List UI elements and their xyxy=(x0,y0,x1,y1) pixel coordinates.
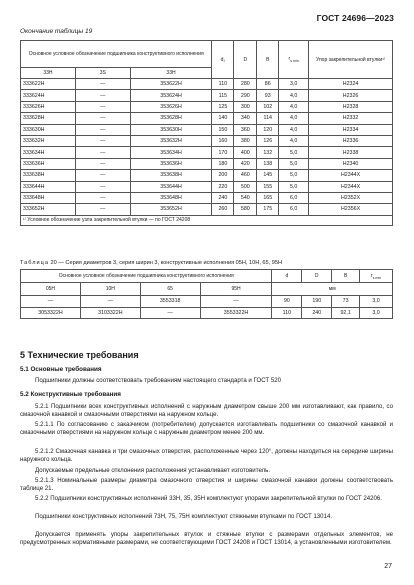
table-cell: 114 xyxy=(257,113,279,124)
table-cell: H2336 xyxy=(309,135,393,146)
table-cell: 120 xyxy=(257,124,279,135)
paragraph: Допускается применять упоры закрепительных втулок и стяжные втулки с размерами отдельных элементов, не предусмотренных нормативными размерами, не соответствующими ГОСТ 24208 и ГОСТ 13014, а установленными изготовителем. xyxy=(20,531,393,547)
table-cell: 333624H xyxy=(21,90,76,101)
paragraph: 5.2.1 Подшипники всех конструктивных исполнений с наружным диаметром свыше 200 мм изготавливают, как правило, со смазочной канавкой и смазочными отверстиями на наружном кольце. xyxy=(20,403,393,419)
table-cell: H2328 xyxy=(309,101,393,112)
table-cell: 5,0 xyxy=(279,158,309,169)
table-cell: 353644H xyxy=(130,181,212,192)
table-cell: 353622H xyxy=(130,79,212,90)
table-cell: — xyxy=(75,147,130,158)
table-cell: H2324 xyxy=(309,79,393,90)
table-cell: — xyxy=(75,135,130,146)
table-header-r-symbol: r xyxy=(370,272,373,279)
table-cell: 420 xyxy=(234,158,257,169)
table-20-caption-label: Таблица xyxy=(20,260,49,266)
table-header-D: D xyxy=(302,270,332,283)
table-cell: 86 xyxy=(257,79,279,90)
table-cell: 6,0 xyxy=(279,204,309,215)
table-cell: 333652H xyxy=(21,204,76,215)
table-cell: H2356X xyxy=(309,204,393,215)
table-header-col: 05H xyxy=(21,283,81,296)
table-cell: 300 xyxy=(234,101,257,112)
table-cell: — xyxy=(75,90,130,101)
table-cell: 353652H xyxy=(130,204,212,215)
table-cell: 333632H xyxy=(21,135,76,146)
table-row xyxy=(21,113,393,124)
table-row xyxy=(21,147,393,158)
table-cell: 3103322H xyxy=(80,307,140,319)
table-cell: H2338 xyxy=(309,147,393,158)
table-row xyxy=(21,181,393,192)
paragraph: Допускаемые предельные отклонения расположения устанавливает изготовитель. xyxy=(35,467,271,474)
table-row xyxy=(21,101,393,112)
table-cell: 175 xyxy=(257,204,279,215)
table-cell: 73 xyxy=(332,296,360,308)
table-cell: 4,0 xyxy=(279,124,309,135)
table-header-B: B xyxy=(257,41,279,79)
table-row xyxy=(21,79,393,90)
table-header-col: 33H xyxy=(130,68,212,79)
table-cell: 115 xyxy=(212,90,234,101)
table-cell: 3,0 xyxy=(360,296,393,308)
paragraph: 5.2.1.2 Смазочная канавка и три смазочных отверстия, расположенные через 120°, должны находиться на середине ширины наружного кольца. xyxy=(20,448,393,464)
table-cell: 126 xyxy=(257,135,279,146)
table-cell: 4,0 xyxy=(279,113,309,124)
table-cell: 333622H xyxy=(21,79,76,90)
table-header-r-subscript: s min xyxy=(290,58,299,63)
table-cell: 280 xyxy=(234,79,257,90)
table-cell: 165 xyxy=(257,192,279,203)
table-cell: 4,0 xyxy=(279,135,309,146)
table-cell: H2344X xyxy=(309,170,393,181)
table-row xyxy=(21,192,393,203)
table-header-unit: мм xyxy=(272,283,393,296)
table-20-caption-text: 20 — Серия диаметров 3, серия ширин 3, конструктивные исполнения 05Н, 10Н, 65, 95Н xyxy=(50,260,283,266)
table-cell: 353634H xyxy=(130,147,212,158)
table-cell: 540 xyxy=(234,192,257,203)
table-header-col: 3S xyxy=(75,68,130,79)
table-cell: — xyxy=(200,296,272,308)
table-cell: H2332 xyxy=(309,113,393,124)
table-row xyxy=(21,296,393,308)
table-cell: — xyxy=(75,79,130,90)
table-cell: 333626H xyxy=(21,101,76,112)
table-cell: 353624H xyxy=(130,90,212,101)
table-cell: 110 xyxy=(212,79,234,90)
table-header-r xyxy=(279,41,309,79)
table-footnote: ¹⁾ Условное обозначение узла закрепительной втулки — по ГОСТ 24208 xyxy=(21,215,393,225)
table-cell: 353638H xyxy=(130,170,212,181)
table-cell: 333638H xyxy=(21,170,76,181)
table-cell: 190 xyxy=(302,296,332,308)
table-row xyxy=(21,307,393,319)
table-cell: 125 xyxy=(212,101,234,112)
table-cell: 5,0 xyxy=(279,147,309,158)
standard-code: ГОСТ 24696—2023 xyxy=(316,13,394,23)
table-cell: 110 xyxy=(272,307,302,319)
table-cell: 138 xyxy=(257,158,279,169)
table-cell: 340 xyxy=(234,113,257,124)
table-cell: 580 xyxy=(234,204,257,215)
table-cell: 353632H xyxy=(130,135,212,146)
table-cell: — xyxy=(75,192,130,203)
table-cell: 6,0 xyxy=(279,192,309,203)
paragraph: 5.2.2 Подшипники конструктивных исполнений 33Н, 35, 35Н комплектуют упорами закрепительной втулки по ГОСТ 24206. xyxy=(35,495,382,502)
table-19 xyxy=(20,40,393,226)
table-cell: — xyxy=(21,296,81,308)
paragraph: 5.2.1.1 По согласованию с заказчиком (потребителем) допускается изготавливать подшипники со смазочной канавкой и смазочными отверстиями на наружном кольце с наружным диаметром менее 200 мм. xyxy=(20,421,393,437)
table-cell: — xyxy=(75,181,130,192)
table-continuation-label: Окончание таблицы 19 xyxy=(20,28,93,35)
table-header-col: 10H xyxy=(80,283,140,296)
table-cell: 90 xyxy=(272,296,302,308)
table-cell: 3,0 xyxy=(360,307,393,319)
section-title: 5 Технические требования xyxy=(20,350,139,360)
table-header-r xyxy=(360,270,393,283)
table-header-B: B xyxy=(332,270,360,283)
table-cell: H2340 xyxy=(309,158,393,169)
table-cell: — xyxy=(75,158,130,169)
table-cell: 132 xyxy=(257,147,279,158)
table-header-designation: Основное условное обозначение подшипника конструктивного исполнения xyxy=(21,270,272,283)
table-header-d: d xyxy=(272,270,302,283)
table-cell: 160 xyxy=(212,135,234,146)
table-cell: 260 xyxy=(212,204,234,215)
table-row xyxy=(21,170,393,181)
table-cell: 360 xyxy=(234,124,257,135)
table-row xyxy=(21,135,393,146)
table-header-d1: d₁ xyxy=(212,41,234,79)
table-cell: 353626H xyxy=(130,101,212,112)
table-row xyxy=(21,90,393,101)
table-cell: 333628H xyxy=(21,113,76,124)
table-cell: 145 xyxy=(257,170,279,181)
table-cell: 3053322H xyxy=(21,307,81,319)
paragraph: Подшипники конструктивных исполнений 73Н, 75, 75Н комплектуют стяжными втулками по ГОСТ 13014. xyxy=(35,513,333,520)
table-header-sleeve: Упор закрепительной втулки¹⁾ xyxy=(309,41,393,79)
table-20-caption xyxy=(20,260,282,266)
table-cell: 150 xyxy=(212,124,234,135)
table-header-col: 65 xyxy=(140,283,200,296)
table-cell: 353630H xyxy=(130,124,212,135)
table-cell: 4,0 xyxy=(279,90,309,101)
table-cell: 170 xyxy=(212,147,234,158)
table-row xyxy=(21,124,393,135)
table-cell: 4,0 xyxy=(279,101,309,112)
table-cell: — xyxy=(75,101,130,112)
table-cell: 140 xyxy=(212,113,234,124)
table-cell: 290 xyxy=(234,90,257,101)
table-cell: 333636H xyxy=(21,158,76,169)
table-cell: 353636H xyxy=(130,158,212,169)
table-cell: 333634H xyxy=(21,147,76,158)
table-header-designation: Основное условное обозначение подшипника конструктивного исполнения xyxy=(21,41,212,68)
table-header-col: 33H xyxy=(21,68,76,79)
table-cell: 380 xyxy=(234,135,257,146)
table-cell: 333630H xyxy=(21,124,76,135)
table-row xyxy=(21,204,393,215)
subsection-title: 5.1 Основные требования xyxy=(20,366,102,373)
table-20 xyxy=(20,269,393,319)
table-cell: 353648H xyxy=(130,192,212,203)
table-cell: 93 xyxy=(257,90,279,101)
table-cell: 200 xyxy=(212,170,234,181)
table-cell: 102 xyxy=(257,101,279,112)
table-cell: 500 xyxy=(234,181,257,192)
table-cell: 3553318 xyxy=(140,296,200,308)
table-cell: 5,0 xyxy=(279,181,309,192)
table-cell: H2352X xyxy=(309,192,393,203)
table-cell: 353628H xyxy=(130,113,212,124)
table-cell: 240 xyxy=(212,192,234,203)
page-number: 27 xyxy=(384,563,392,570)
table-cell: 400 xyxy=(234,147,257,158)
subsection-title: 5.2 Конструктивные требования xyxy=(20,391,121,398)
table-cell: 5,0 xyxy=(279,170,309,181)
table-cell: 3553322H xyxy=(200,307,272,319)
table-cell: 155 xyxy=(257,181,279,192)
table-cell: 333644H xyxy=(21,181,76,192)
table-cell: 240 xyxy=(302,307,332,319)
table-header-r-subscript: s min xyxy=(372,275,382,280)
table-cell: 333648H xyxy=(21,192,76,203)
table-cell: — xyxy=(75,170,130,181)
paragraph: 5.2.1.3 Номинальные размеры диаметра смазочного отверстия и ширины смазочной канавки должны соответствовать таблице 21. xyxy=(20,477,393,493)
table-row xyxy=(21,158,393,169)
table-cell: H2326 xyxy=(309,90,393,101)
table-header-D: D xyxy=(234,41,257,79)
table-cell: 3,0 xyxy=(279,79,309,90)
table-cell: — xyxy=(140,307,200,319)
table-cell: 220 xyxy=(212,181,234,192)
table-cell: H2344X xyxy=(309,181,393,192)
table-cell: — xyxy=(75,204,130,215)
table-cell: 180 xyxy=(212,158,234,169)
table-cell: — xyxy=(75,124,130,135)
paragraph: Подшипники должны соответствовать требованиям настоящего стандарта и ГОСТ 520 xyxy=(35,377,282,384)
table-cell: 92,1 xyxy=(332,307,360,319)
table-header-r-symbol: r xyxy=(288,55,291,62)
table-cell: 460 xyxy=(234,170,257,181)
table-cell: — xyxy=(75,113,130,124)
table-cell: — xyxy=(80,296,140,308)
table-header-col: 95H xyxy=(200,283,272,296)
table-cell: H2334 xyxy=(309,124,393,135)
